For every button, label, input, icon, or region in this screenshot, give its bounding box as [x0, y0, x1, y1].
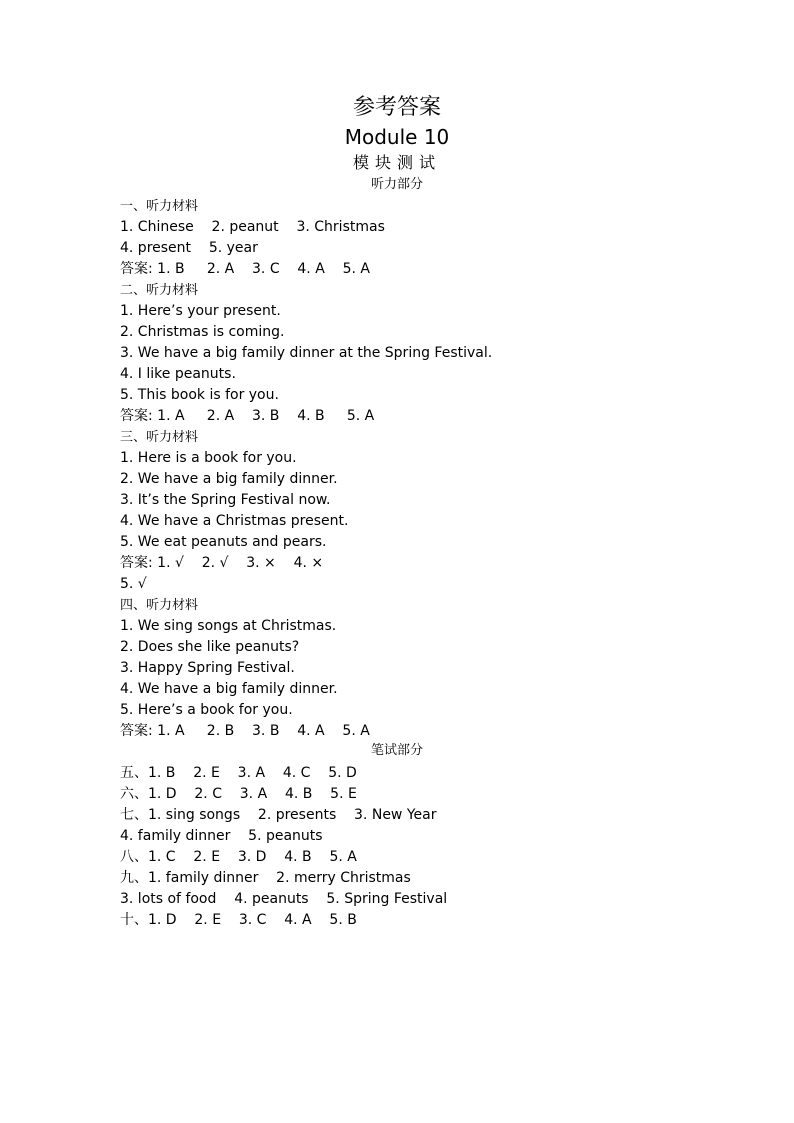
answer-line: 3. lots of food 4. peanuts 5. Spring Festival — [120, 891, 448, 907]
answer-line: 1. Chinese 2. peanut 3. Christmas — [120, 219, 385, 235]
answer-line: 答案: 1. B 2. A 3. C 4. A 5. A — [120, 261, 370, 277]
answer-lines — [120, 196, 680, 931]
answer-line: 4. family dinner 5. peanuts — [120, 828, 323, 844]
answer-line: 4. I like peanuts. — [120, 366, 236, 382]
answer-line: 5. This book is for you. — [120, 387, 279, 403]
answer-line: 5. √ — [120, 576, 147, 592]
answer-line: 1. Here is a book for you. — [120, 450, 297, 466]
answer-line: 3. We have a big family dinner at the Spring Festival. — [120, 345, 493, 361]
section-heading: 三、听力材料 — [120, 430, 199, 445]
answer-line: 答案: 1. √ 2. √ 3. × 4. × — [120, 555, 324, 571]
answer-line: 八、1. C 2. E 3. D 4. B 5. A — [120, 849, 357, 865]
answer-line: 5. We eat peanuts and pears. — [120, 534, 327, 550]
answer-line: 2. We have a big family dinner. — [120, 471, 338, 487]
test-subtitle: 模块测试 — [352, 153, 441, 172]
answer-line: 2. Does she like peanuts? — [120, 639, 300, 655]
answer-line: 1. Here’s your present. — [120, 303, 281, 319]
section-heading: 一、听力材料 — [120, 199, 199, 214]
answer-line: 3. It’s the Spring Festival now. — [120, 492, 331, 508]
answer-line: 4. We have a Christmas present. — [120, 513, 349, 529]
answer-line: 1. We sing songs at Christmas. — [120, 618, 337, 634]
answer-line: 3. Happy Spring Festival. — [120, 660, 295, 676]
answer-line: 5. Here’s a book for you. — [120, 702, 293, 718]
answer-line: 十、1. D 2. E 3. C 4. A 5. B — [120, 912, 357, 928]
answer-line: 4. We have a big family dinner. — [120, 681, 338, 697]
module-title: Module 10 — [344, 125, 450, 149]
listening-section-heading: 听力部分 — [370, 177, 423, 192]
answer-line: 答案: 1. A 2. A 3. B 4. B 5. A — [120, 408, 375, 424]
writing-section-heading: 笔试部分 — [370, 743, 423, 758]
section-heading: 四、听力材料 — [120, 598, 199, 613]
answer-line: 答案: 1. A 2. B 3. B 4. A 5. A — [120, 723, 370, 739]
answer-line: 4. present 5. year — [120, 240, 258, 256]
answer-line: 五、1. B 2. E 3. A 4. C 5. D — [120, 765, 357, 781]
answer-line: 2. Christmas is coming. — [120, 324, 285, 340]
answer-line: 七、1. sing songs 2. presents 3. New Year — [120, 807, 437, 823]
answer-line: 六、1. D 2. C 3. A 4. B 5. E — [120, 786, 357, 802]
answer-line: 九、1. family dinner 2. merry Christmas — [120, 870, 411, 886]
section-heading: 二、听力材料 — [120, 283, 199, 298]
page-title: 参考答案 — [352, 95, 441, 120]
